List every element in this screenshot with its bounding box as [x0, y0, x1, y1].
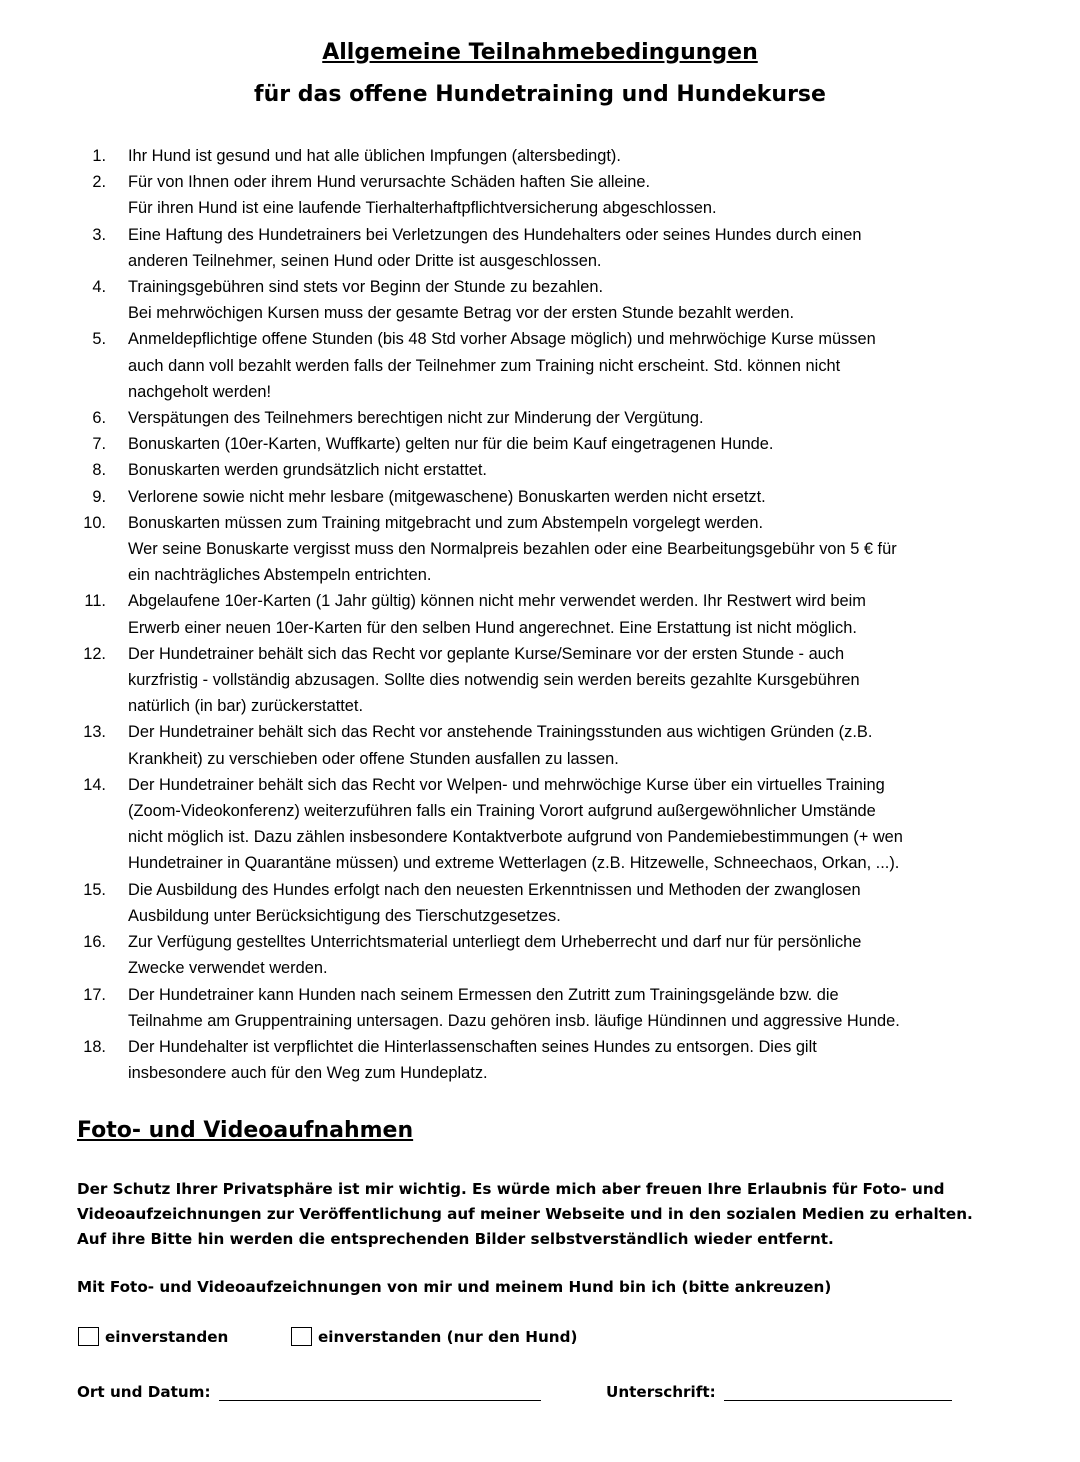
term-text-line: Für von Ihnen oder ihrem Hund verursachte Schäden haften Sie alleine. — [128, 173, 651, 192]
term-text-line: Zur Verfügung gestelltes Unterrichtsmaterial unterliegt dem Urheberrecht und darf nur für persönliche — [128, 933, 862, 952]
term-text-line: Der Hundetrainer behält sich das Recht vor geplante Kurse/Seminare vor der ersten Stunde - auch — [128, 644, 845, 663]
term-text-line: Die Ausbildung des Hundes erfolgt nach den neuesten Erkenntnissen und Methoden der zwanglosen — [128, 880, 861, 899]
term-item — [76, 405, 1006, 431]
term-number: 5. — [92, 330, 106, 349]
term-item — [76, 641, 1006, 720]
term-item — [76, 169, 1006, 221]
term-item — [76, 510, 1006, 589]
term-number: 4. — [92, 278, 106, 297]
signature-input-line[interactable] — [724, 1382, 952, 1401]
term-number: 2. — [92, 173, 106, 192]
term-text-line: Hundetrainer in Quarantäne müssen) und extreme Wetterlagen (z.B. Hitzewelle, Schneechaos, Orkan, ...). — [128, 854, 900, 873]
term-number: 13. — [83, 723, 106, 742]
term-item — [76, 274, 1006, 326]
term-item — [76, 719, 1006, 771]
consent-option-full[interactable] — [78, 1327, 228, 1346]
term-number: 7. — [92, 435, 106, 454]
term-text-line: insbesondere auch für den Weg zum Hundeplatz. — [128, 1064, 488, 1083]
term-item — [76, 772, 1006, 877]
term-number: 17. — [83, 985, 106, 1004]
term-text-line: nicht möglich ist. Dazu zählen insbesondere Kontaktverbote aufgrund von Pandemiebestimmungen (+ wen — [128, 828, 903, 847]
signature-label: Unterschrift: — [606, 1383, 716, 1401]
consent-option-dog-only[interactable] — [291, 1327, 577, 1346]
term-text-line: Ihr Hund ist gesund und hat alle üblichen Impfungen (altersbedingt). — [128, 147, 621, 165]
term-text-line: ein nachträgliches Abstempeln entrichten. — [128, 566, 432, 585]
photo-section-heading: Foto- und Videoaufnahmen — [77, 1118, 414, 1143]
term-text-line: anderen Teilnehmer, seinen Hund oder Dritte ist ausgeschlossen. — [128, 251, 602, 270]
term-number: 14. — [83, 775, 106, 794]
term-item — [76, 326, 1006, 405]
consent-question: Mit Foto- und Videoaufzeichnungen von mir und meinem Hund bin ich (bitte ankreuzen) — [77, 1278, 832, 1296]
checkbox-consent-dog-only[interactable] — [291, 1327, 312, 1346]
consent-option-full-label: einverstanden — [105, 1327, 229, 1346]
term-number: 3. — [92, 225, 106, 244]
term-text-line: Ausbildung unter Berücksichtigung des Tierschutzgesetzes. — [128, 906, 561, 925]
term-number: 1. — [92, 147, 106, 165]
term-text-line: Wer seine Bonuskarte vergisst muss den Normalpreis bezahlen oder eine Bearbeitungsgebühr von 5 € für — [128, 540, 897, 559]
term-text-line: Erwerb einer neuen 10er-Karten für den selben Hund angerechnet. Eine Erstattung ist nicht möglich. — [128, 618, 857, 637]
term-number: 8. — [92, 461, 106, 480]
term-text-line: Eine Haftung des Hundetrainers bei Verletzungen des Hundehalters oder seines Hundes durch einen — [128, 225, 862, 244]
term-item — [76, 484, 1006, 510]
term-item — [76, 143, 1006, 169]
term-text-line: Bonuskarten müssen zum Training mitgebracht und zum Abstempeln vorgelegt werden. — [128, 513, 764, 532]
document-title — [0, 38, 1080, 110]
privacy-text-line: Auf ihre Bitte hin werden die entsprechenden Bilder selbstverständlich wieder entfernt. — [77, 1230, 834, 1248]
privacy-text-line: Videoaufzeichnungen zur Veröffentlichung auf meiner Webseite und in den sozialen Medien zu erhalten. — [77, 1205, 973, 1223]
term-item — [76, 929, 1006, 981]
term-text-line: Der Hundehalter ist verpflichtet die Hinterlassenschaften seines Hundes zu entsorgen. Dies gilt — [128, 1037, 817, 1056]
privacy-statement — [77, 1177, 1007, 1252]
term-number: 9. — [92, 487, 106, 506]
term-text-line: Der Hundetrainer behält sich das Recht vor anstehende Trainingsstunden aus wichtigen Gründen (z.B. — [128, 723, 873, 742]
term-item — [76, 982, 1006, 1034]
term-text-line: auch dann voll bezahlt werden falls der Teilnehmer zum Training nicht erscheint. Std. können nicht — [128, 356, 841, 375]
term-text-line: Trainingsgebühren sind stets vor Beginn der Stunde zu bezahlen. — [128, 278, 604, 297]
term-number: 15. — [83, 880, 106, 899]
signature-field — [606, 1382, 952, 1401]
term-item — [76, 588, 1006, 640]
term-number: 18. — [83, 1037, 106, 1056]
term-text-line: natürlich (in bar) zurückerstattet. — [128, 697, 364, 716]
title-line-2: für das offene Hundetraining und Hundekurse — [254, 82, 826, 107]
term-text-line: Bonuskarten (10er-Karten, Wuffkarte) gelten nur für die beim Kauf eingetragenen Hunde. — [128, 435, 774, 454]
term-text-line: Anmeldepflichtige offene Stunden (bis 48 Std vorher Absage möglich) und mehrwöchige Kurse müssen — [128, 330, 876, 349]
title-line-1: Allgemeine Teilnahmebedingungen — [322, 40, 758, 65]
term-number: 6. — [92, 409, 106, 428]
term-text-line: Verlorene sowie nicht mehr lesbare (mitgewaschene) Bonuskarten werden nicht ersetzt. — [128, 487, 766, 506]
term-text-line: nachgeholt werden! — [128, 382, 272, 401]
term-text-line: (Zoom-Videokonferenz) weiterzuführen falls ein Training Vorort aufgrund außergewöhnlicher Umstände — [128, 802, 876, 821]
term-number: 11. — [84, 592, 106, 611]
place-date-input-line[interactable] — [219, 1382, 541, 1401]
term-item — [76, 1034, 1006, 1086]
term-text-line: Verspätungen des Teilnehmers berechtigen nicht zur Minderung der Vergütung. — [128, 409, 704, 428]
privacy-text-line: Der Schutz Ihrer Privatsphäre ist mir wichtig. Es würde mich aber freuen Ihre Erlaubnis für Foto- und — [77, 1180, 945, 1198]
term-text-line: Zwecke verwendet werden. — [128, 959, 328, 978]
terms-list — [76, 143, 1006, 1086]
term-text-line: Der Hundetrainer behält sich das Recht vor Welpen- und mehrwöchige Kurse über ein virtuelles Training — [128, 775, 885, 794]
place-date-label: Ort und Datum: — [77, 1383, 211, 1401]
term-text-line: Der Hundetrainer kann Hunden nach seinem Ermessen den Zutritt zum Trainingsgelände bzw. die — [128, 985, 839, 1004]
term-item — [76, 877, 1006, 929]
term-text-line: Abgelaufene 10er-Karten (1 Jahr gültig) können nicht mehr verwendet werden. Ihr Restwert wird beim — [128, 592, 866, 611]
term-text-line: Bonuskarten werden grundsätzlich nicht erstattet. — [128, 461, 487, 480]
checkbox-consent-full[interactable] — [78, 1327, 99, 1346]
term-number: 12. — [83, 644, 106, 663]
term-number: 16. — [83, 933, 106, 952]
consent-option-dog-only-label: einverstanden (nur den Hund) — [318, 1327, 578, 1346]
term-text-line: Bei mehrwöchigen Kursen muss der gesamte Betrag vor der ersten Stunde bezahlt werden. — [128, 304, 794, 323]
term-text-line: Teilnahme am Gruppentraining untersagen. Dazu gehören insb. läufige Hündinnen und aggressive Hunde. — [128, 1011, 900, 1030]
place-date-field — [77, 1382, 541, 1401]
term-item — [76, 431, 1006, 457]
term-item — [76, 457, 1006, 483]
term-text-line: kurzfristig - vollständig abzusagen. Sollte dies notwendig sein werden bereits gezahlte Kursgebühren — [128, 671, 860, 690]
term-number: 10. — [83, 513, 106, 532]
term-item — [76, 222, 1006, 274]
term-text-line: Krankheit) zu verschieben oder offene Stunden ausfallen zu lassen. — [128, 749, 619, 768]
term-text-line: Für ihren Hund ist eine laufende Tierhalterhaftpflichtversicherung abgeschlossen. — [128, 199, 717, 218]
